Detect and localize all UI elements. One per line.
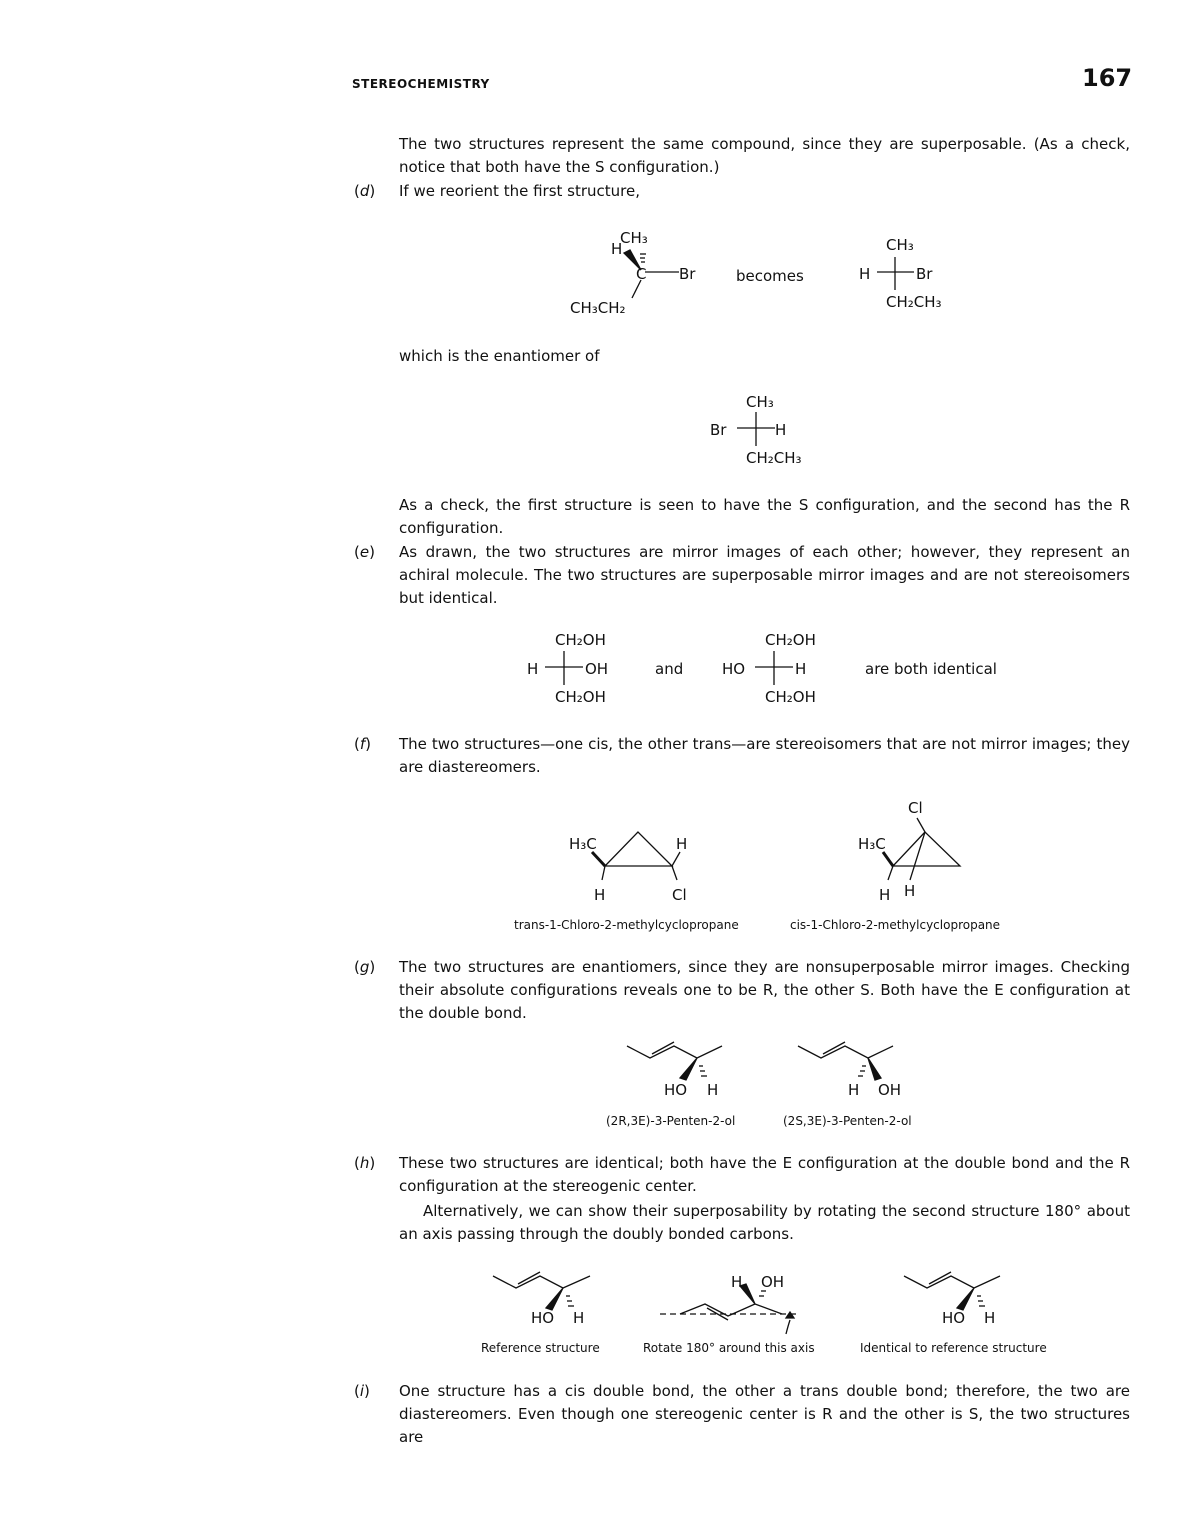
atom-br: Br [679, 265, 696, 283]
caption-rotate: Rotate 180° around this axis [643, 1341, 815, 1355]
atom-h: H [527, 660, 539, 678]
atom-h: H [859, 265, 871, 283]
cis-cyclopropane [883, 818, 960, 880]
fischer-e2 [755, 651, 793, 685]
enantiomer-text: which is the enantiomer of [399, 347, 600, 365]
group-ethyl: CH₂CH₃ [746, 449, 802, 467]
item-h-text: These two structures are identical; both have the E configuration at the double bond and the R configuration at the stereogenic center. [399, 1154, 1130, 1195]
item-label-i: (i) [354, 1382, 370, 1400]
caption-trans: trans-1-Chloro-2-methylcyclopropane [514, 918, 739, 932]
item-label-g: (g) [354, 958, 376, 976]
atom-br: Br [710, 421, 727, 439]
item-label-f: (f) [354, 735, 371, 753]
atom-h: H [611, 240, 623, 258]
caption-identical: Identical to reference structure [860, 1341, 1047, 1355]
caption-2r-pentenol: (2R,3E)-3-Penten-2-ol [606, 1114, 736, 1128]
item-e-text: As drawn, the two structures are mirror images of each other; however, they represent an achiral molecule. The two structures are superposable mirror images and are not stereoisomers but identical. [399, 543, 1130, 607]
identical-structure [904, 1272, 1000, 1310]
group-ch3: CH₃ [620, 229, 648, 247]
becomes-label: becomes [736, 267, 804, 285]
caption-cis: cis-1-Chloro-2-methylcyclopropane [790, 918, 1001, 932]
atom-h: H [676, 835, 688, 853]
atom-h: H [848, 1081, 860, 1099]
check-d-text: As a check, the first structure is seen to have the S configuration, and the second has the R configuration. [399, 496, 1130, 537]
atom-h: H [707, 1081, 719, 1099]
item-label-e: (e) [354, 543, 375, 561]
item-i-text: One structure has a cis double bond, the other a trans double bond; therefore, the two are diastereomers. Even though one stereogenic center is R and the other is S, the two structures are [399, 1382, 1130, 1446]
trans-cyclopropane [592, 832, 680, 880]
item-g-text: The two structures are enantiomers, since they are nonsuperposable mirror images. Checking their absolute configurations reveals one to be R, the other S. Both have the E configuration at the double bond. [399, 958, 1130, 1022]
running-header: STEREOCHEMISTRY [352, 77, 490, 91]
page-number: 167 [1082, 64, 1133, 92]
group-ethyl: CH₂CH₃ [886, 293, 942, 311]
atom-h: H [879, 886, 891, 904]
group-ho: HO [722, 660, 746, 678]
group-h3c: H₃C [858, 835, 886, 853]
group-ho: HO [942, 1309, 966, 1327]
group-ch2oh: CH₂OH [555, 688, 606, 706]
group-ch2oh: CH₂OH [555, 631, 606, 649]
item-label-h: (h) [354, 1154, 376, 1172]
fischer-d1 [877, 257, 914, 290]
atom-h: H [795, 660, 807, 678]
atom-h: H [984, 1309, 996, 1327]
atom-c: C [636, 265, 647, 283]
intro-paragraph: The two structures represent the same compound, since they are superposable. (As a check, notice that both have the S configuration.) [399, 135, 1130, 176]
atom-h: H [594, 886, 606, 904]
group-oh: OH [761, 1273, 785, 1291]
atom-h: H [573, 1309, 585, 1327]
wedge-structure-d [624, 250, 679, 298]
group-ethyl: CH₃CH₂ [570, 299, 626, 317]
atom-h: H [731, 1273, 743, 1291]
caption-reference: Reference structure [481, 1341, 600, 1355]
item-d-text: If we reorient the first structure, [399, 182, 641, 200]
item-label-d: (d) [354, 182, 376, 200]
group-ho: HO [664, 1081, 688, 1099]
group-ho: HO [531, 1309, 555, 1327]
identical-label: are both identical [865, 660, 997, 678]
rotated-structure [660, 1284, 800, 1334]
pentenol-2R [627, 1042, 722, 1080]
group-h3c: H₃C [569, 835, 597, 853]
item-f-text: The two structures—one cis, the other trans—are stereoisomers that are not mirror images; they are diastereomers. [399, 735, 1130, 776]
atom-cl: Cl [672, 886, 687, 904]
atom-br: Br [916, 265, 933, 283]
caption-2s-pentenol: (2S,3E)-3-Penten-2-ol [783, 1114, 912, 1128]
and-label: and [655, 660, 684, 678]
reference-structure [493, 1272, 590, 1310]
group-ch2oh: CH₂OH [765, 688, 816, 706]
fischer-e1 [545, 651, 583, 685]
atom-h: H [775, 421, 787, 439]
group-ch3: CH₃ [886, 236, 914, 254]
atom-cl: Cl [908, 799, 923, 817]
pentenol-2S [798, 1042, 893, 1080]
atom-h: H [904, 882, 916, 900]
item-h-alt-text: Alternatively, we can show their superposability by rotating the second structure 180° about an axis passing through the doubly bonded carbons. [399, 1202, 1130, 1243]
group-ch3: CH₃ [746, 393, 774, 411]
group-ch2oh: CH₂OH [765, 631, 816, 649]
fischer-d2 [737, 412, 775, 446]
group-oh: OH [878, 1081, 902, 1099]
group-oh: OH [585, 660, 609, 678]
